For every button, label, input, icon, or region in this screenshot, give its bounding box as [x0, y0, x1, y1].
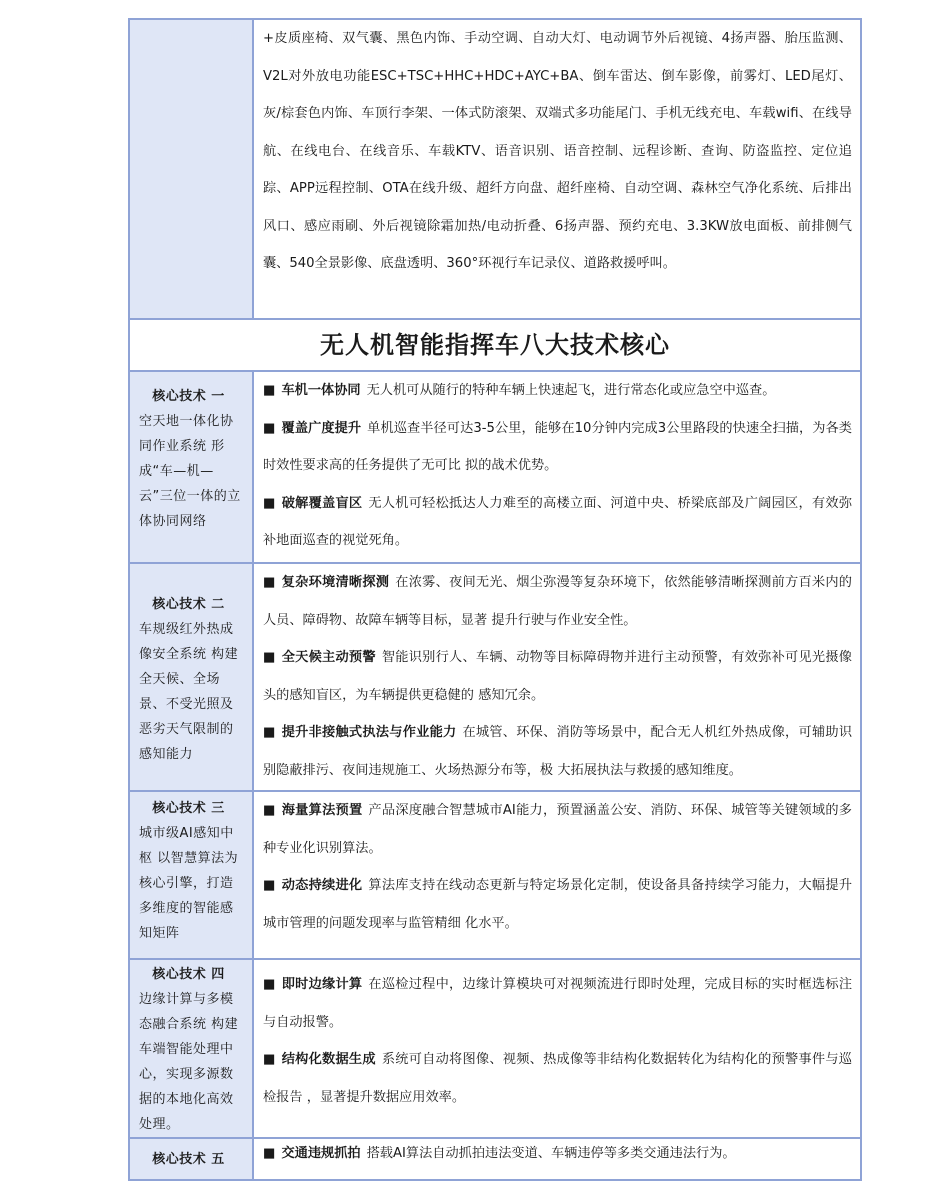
item-text: 搭载AI算法自动抓拍违法变道、车辆违停等多类交通违法行为。: [366, 1146, 736, 1161]
item-text: 无人机可轻松抵达人力难至的高楼立面、河道中央、桥梁底部及广阔园区，有效弥补地面巡查的视觉死角。: [263, 495, 853, 548]
square-bullet-icon: ■: [263, 575, 276, 590]
core-desc: 边缘计算与多模态融合系统 构建车端智能处理中心，实现多源数据的本地化高效处理。: [139, 992, 239, 1132]
core-item: [263, 639, 852, 714]
item-keyword: 海量算法预置: [281, 803, 363, 818]
core-item: [263, 966, 852, 1041]
core-left-cell: [129, 1138, 253, 1180]
section-title: 无人机智能指挥车八大技术核心: [320, 331, 670, 359]
core-item: [263, 564, 852, 639]
core-item: [263, 792, 852, 867]
core-right-cell: [253, 563, 861, 791]
item-text: 系统可自动将图像、视频、热成像等非结构化数据转化为结构化的预警事件与巡检报告 ，显著提升数据应用效率。: [263, 1052, 852, 1105]
intro-row: [129, 19, 861, 319]
square-bullet-icon: ■: [263, 420, 276, 436]
core-left-cell: [129, 371, 253, 563]
item-keyword: 破解覆盖盲区: [281, 495, 363, 511]
intro-text: +皮质座椅、双气囊、黑色内饰、手动空调、自动大灯、电动调节外后视镜、4扬声器、胎压监测、V2L对外放电功能ESC+TSC+HHC+HDC+AYC+BA、倒车雷达、倒车影像，前雾灯、LED尾灯、灰/棕套色内饰、车顶行李架、一体式防滚架、双端式多功能尾门、手机无线充电、车载wifi、在线导航、在线电台、在线音乐、车载KTV、语音识别、语音控制、远程诊断、查询、防盗监控、定位追踪、APP远程控制、OTA在线升级、超纤方向盘、超纤座椅、自动空调、森林空气净化系统、后排出风口、感应雨刷、外后视镜除霜加热/电动折叠、6扬声器、预约充电、3.3KW放电面板、前排侧气囊、540全景影像、底盘透明、360°环视行车记录仪、道路救援呼叫。: [263, 31, 852, 271]
spec-sheet: [128, 18, 862, 1181]
core-heading: 核心技术 二: [152, 597, 225, 612]
core-desc: 车规级红外热成像安全系统 构建全天候、全场景、不受光照及恶劣天气限制的感知能力: [139, 622, 239, 762]
core-desc: 空天地一体化协同作业系统 形成“车—机—云”三位一体的立体协同网络: [139, 414, 241, 529]
item-keyword: 复杂环境清晰探测: [281, 575, 390, 590]
square-bullet-icon: ■: [263, 650, 276, 665]
section-title-row: [129, 319, 861, 371]
intro-right-cell: [253, 19, 861, 319]
core-row-4: [129, 959, 861, 1138]
square-bullet-icon: ■: [263, 977, 276, 992]
square-bullet-icon: ■: [263, 725, 276, 740]
item-text: 在城管、环保、消防等场景中，配合无人机红外热成像，可辅助识别隐蔽排污、夜间违规施工、火场热源分布等，极 大拓展执法与救援的感知维度。: [263, 725, 853, 778]
item-keyword: 全天候主动预警: [281, 650, 376, 665]
item-keyword: 动态持续进化: [281, 878, 363, 893]
core-row-5: [129, 1138, 861, 1180]
item-text: 产品深度融合智慧城市AI能力，预置涵盖公安、消防、环保、城管等关键领域的多种专业化识别算法。: [263, 803, 852, 856]
core-row-1: [129, 371, 861, 563]
intro-left-cell: [129, 19, 253, 319]
core-right-cell: [253, 1138, 861, 1180]
core-right-cell: [253, 791, 861, 959]
core-left-cell: [129, 563, 253, 791]
square-bullet-icon: ■: [263, 383, 276, 398]
square-bullet-icon: ■: [263, 878, 276, 893]
core-heading: 核心技术 五: [152, 1152, 225, 1167]
square-bullet-icon: ■: [263, 1146, 276, 1161]
square-bullet-icon: ■: [263, 1052, 276, 1067]
item-keyword: 交通违规抓拍: [281, 1146, 361, 1161]
core-heading: 核心技术 四: [152, 967, 225, 982]
core-right-cell: [253, 371, 861, 563]
square-bullet-icon: ■: [263, 495, 276, 511]
core-item: [263, 410, 852, 485]
item-text: 在浓雾、夜间无光、烟尘弥漫等复杂环境下，依然能够清晰探测前方百米内的人员、障碍物、故障车辆等目标，显著 提升行驶与作业安全性。: [263, 575, 852, 628]
core-heading: 核心技术 一: [152, 389, 225, 404]
section-title-cell: [129, 319, 861, 371]
core-left-cell: [129, 959, 253, 1138]
item-keyword: 提升非接触式执法与作业能力: [281, 725, 457, 740]
core-item: [263, 485, 852, 560]
core-heading: 核心技术 三: [152, 801, 225, 816]
item-keyword: 即时边缘计算: [281, 977, 363, 992]
item-keyword: 覆盖广度提升: [281, 420, 362, 436]
core-item: [263, 1041, 852, 1116]
square-bullet-icon: ■: [263, 803, 276, 818]
item-text: 无人机可从随行的特种车辆上快速起飞，进行常态化或应急空中巡查。: [366, 383, 776, 398]
item-keyword: 结构化数据生成: [281, 1052, 376, 1067]
core-row-3: [129, 791, 861, 959]
core-row-2: [129, 563, 861, 791]
core-item: [263, 1139, 852, 1169]
core-item: [263, 714, 852, 789]
core-right-cell: [253, 959, 861, 1138]
core-item: [263, 867, 852, 942]
item-text: 单机巡查半径可达3-5公里，能够在10分钟内完成3公里路段的快速全扫描，为各类时效性要求高的任务提供了无可比 拟的战术优势。: [263, 420, 852, 473]
item-text: 算法库支持在线动态更新与特定场景化定制，使设备具备持续学习能力，大幅提升城市管理的问题发现率与监管精细 化水平。: [263, 878, 853, 931]
core-desc: 城市级AI感知中枢 以智慧算法为核心引擎，打造多维度的智能感知矩阵: [139, 826, 239, 941]
item-text: 在巡检过程中，边缘计算模块可对视频流进行即时处理，完成目标的实时框选标注与自动报警。: [263, 977, 853, 1030]
item-keyword: 车机一体协同: [281, 383, 361, 398]
core-item: [263, 372, 852, 410]
spec-table: [128, 18, 862, 1181]
core-left-cell: [129, 791, 253, 959]
item-text: 智能识别行人、车辆、动物等目标障碍物并进行主动预警，有效弥补可见光摄像头的感知盲区，为车辆提供更稳健的 感知冗余。: [263, 650, 852, 703]
